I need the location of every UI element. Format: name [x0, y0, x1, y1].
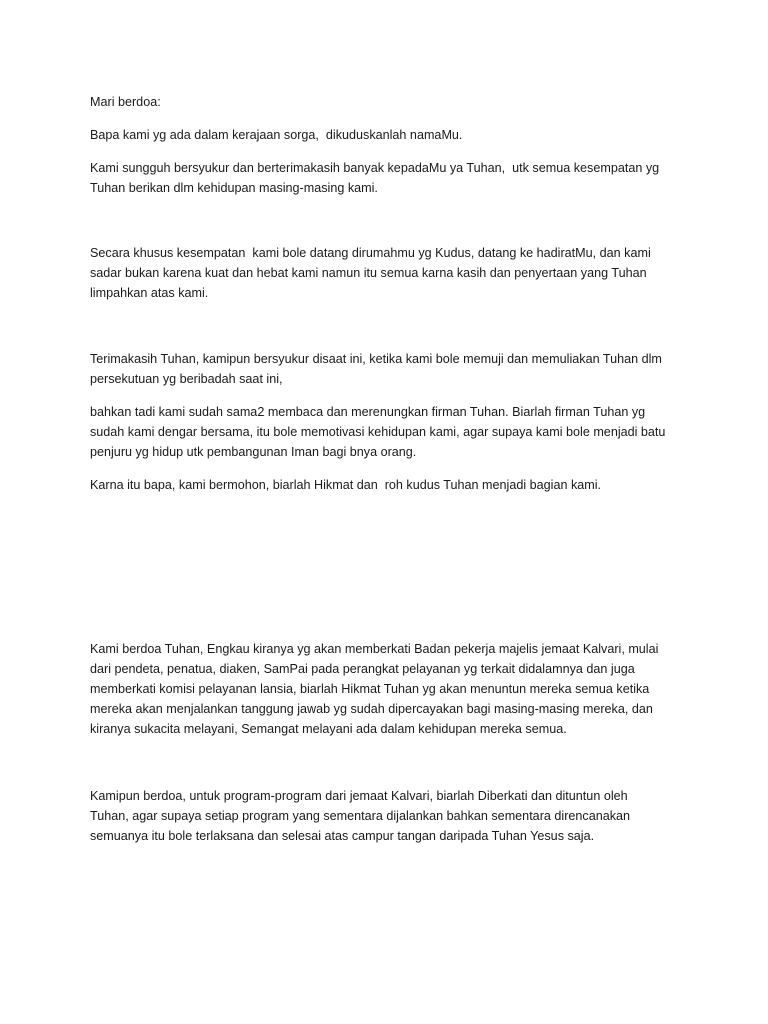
paragraph-programs: Kamipun berdoa, untuk program-program dari jemaat Kalvari, biarlah Diberkati dan dituntun oleh Tuhan, agar supaya setiap program yang sementara dijalankan bahkan sementara direncanakan semuanya itu bole terlaksana dan selesai atas campur tangan daripada Tuhan Yesus saja.	[90, 789, 631, 843]
paragraph-scripture: bahkan tadi kami sudah sama2 membaca dan merenungkan firman Tuhan. Biarlah firman Tuhan yg sudah kami dengar bersama, itu bole memotivasi kehidupan kami, agar supaya kami bole menjadi batu penjuru yg hidup utk pembangunan Iman bagi bnya orang.	[90, 405, 666, 459]
paragraph-invocation: Bapa kami yg ada dalam kerajaan sorga, dikuduskanlah namaMu.	[90, 128, 463, 142]
paragraph-thanksgiving: Kami sungguh bersyukur dan berterimakasih banyak kepadaMu ya Tuhan, utk semua kesempatan yg Tuhan berikan dlm kehidupan masing-masing kami.	[90, 161, 660, 195]
paragraph-worship: Terimakasih Tuhan, kamipun bersyukur disaat ini, ketika kami bole memuji dan memuliakan Tuhan dlm persekutuan yg beribadah saat ini,	[90, 352, 662, 386]
paragraph-leadership: Kami berdoa Tuhan, Engkau kiranya yg akan memberkati Badan pekerja majelis jemaat Kalvari, mulai dari pendeta, penatua, diaken, SamPai pada perangkat pelayanan yg terkait didalamnya dan juga memberkati komisi pelayanan lansia, biarlah Hikmat Tuhan yg akan menuntun mereka semua ketika mereka akan menjalankan tanggung jawab yg sudah dipercayakan bagi masing-masing mereka, dan kiranya sukacita melayani, Semangat melayani ada dalam kehidupan mereka semua.	[90, 642, 659, 736]
paragraph-opening: Mari berdoa:	[90, 95, 161, 109]
paragraph-opportunity: Secara khusus kesempatan kami bole datang dirumahmu yg Kudus, datang ke hadiratMu, dan kami sadar bukan karena kuat dan hebat kami namun itu semua karna kasih dan penyertaan yang Tuhan limpahkan atas kami.	[90, 246, 651, 300]
paragraph-petition: Karna itu bapa, kami bermohon, biarlah Hikmat dan roh kudus Tuhan menjadi bagian kami.	[90, 478, 602, 492]
